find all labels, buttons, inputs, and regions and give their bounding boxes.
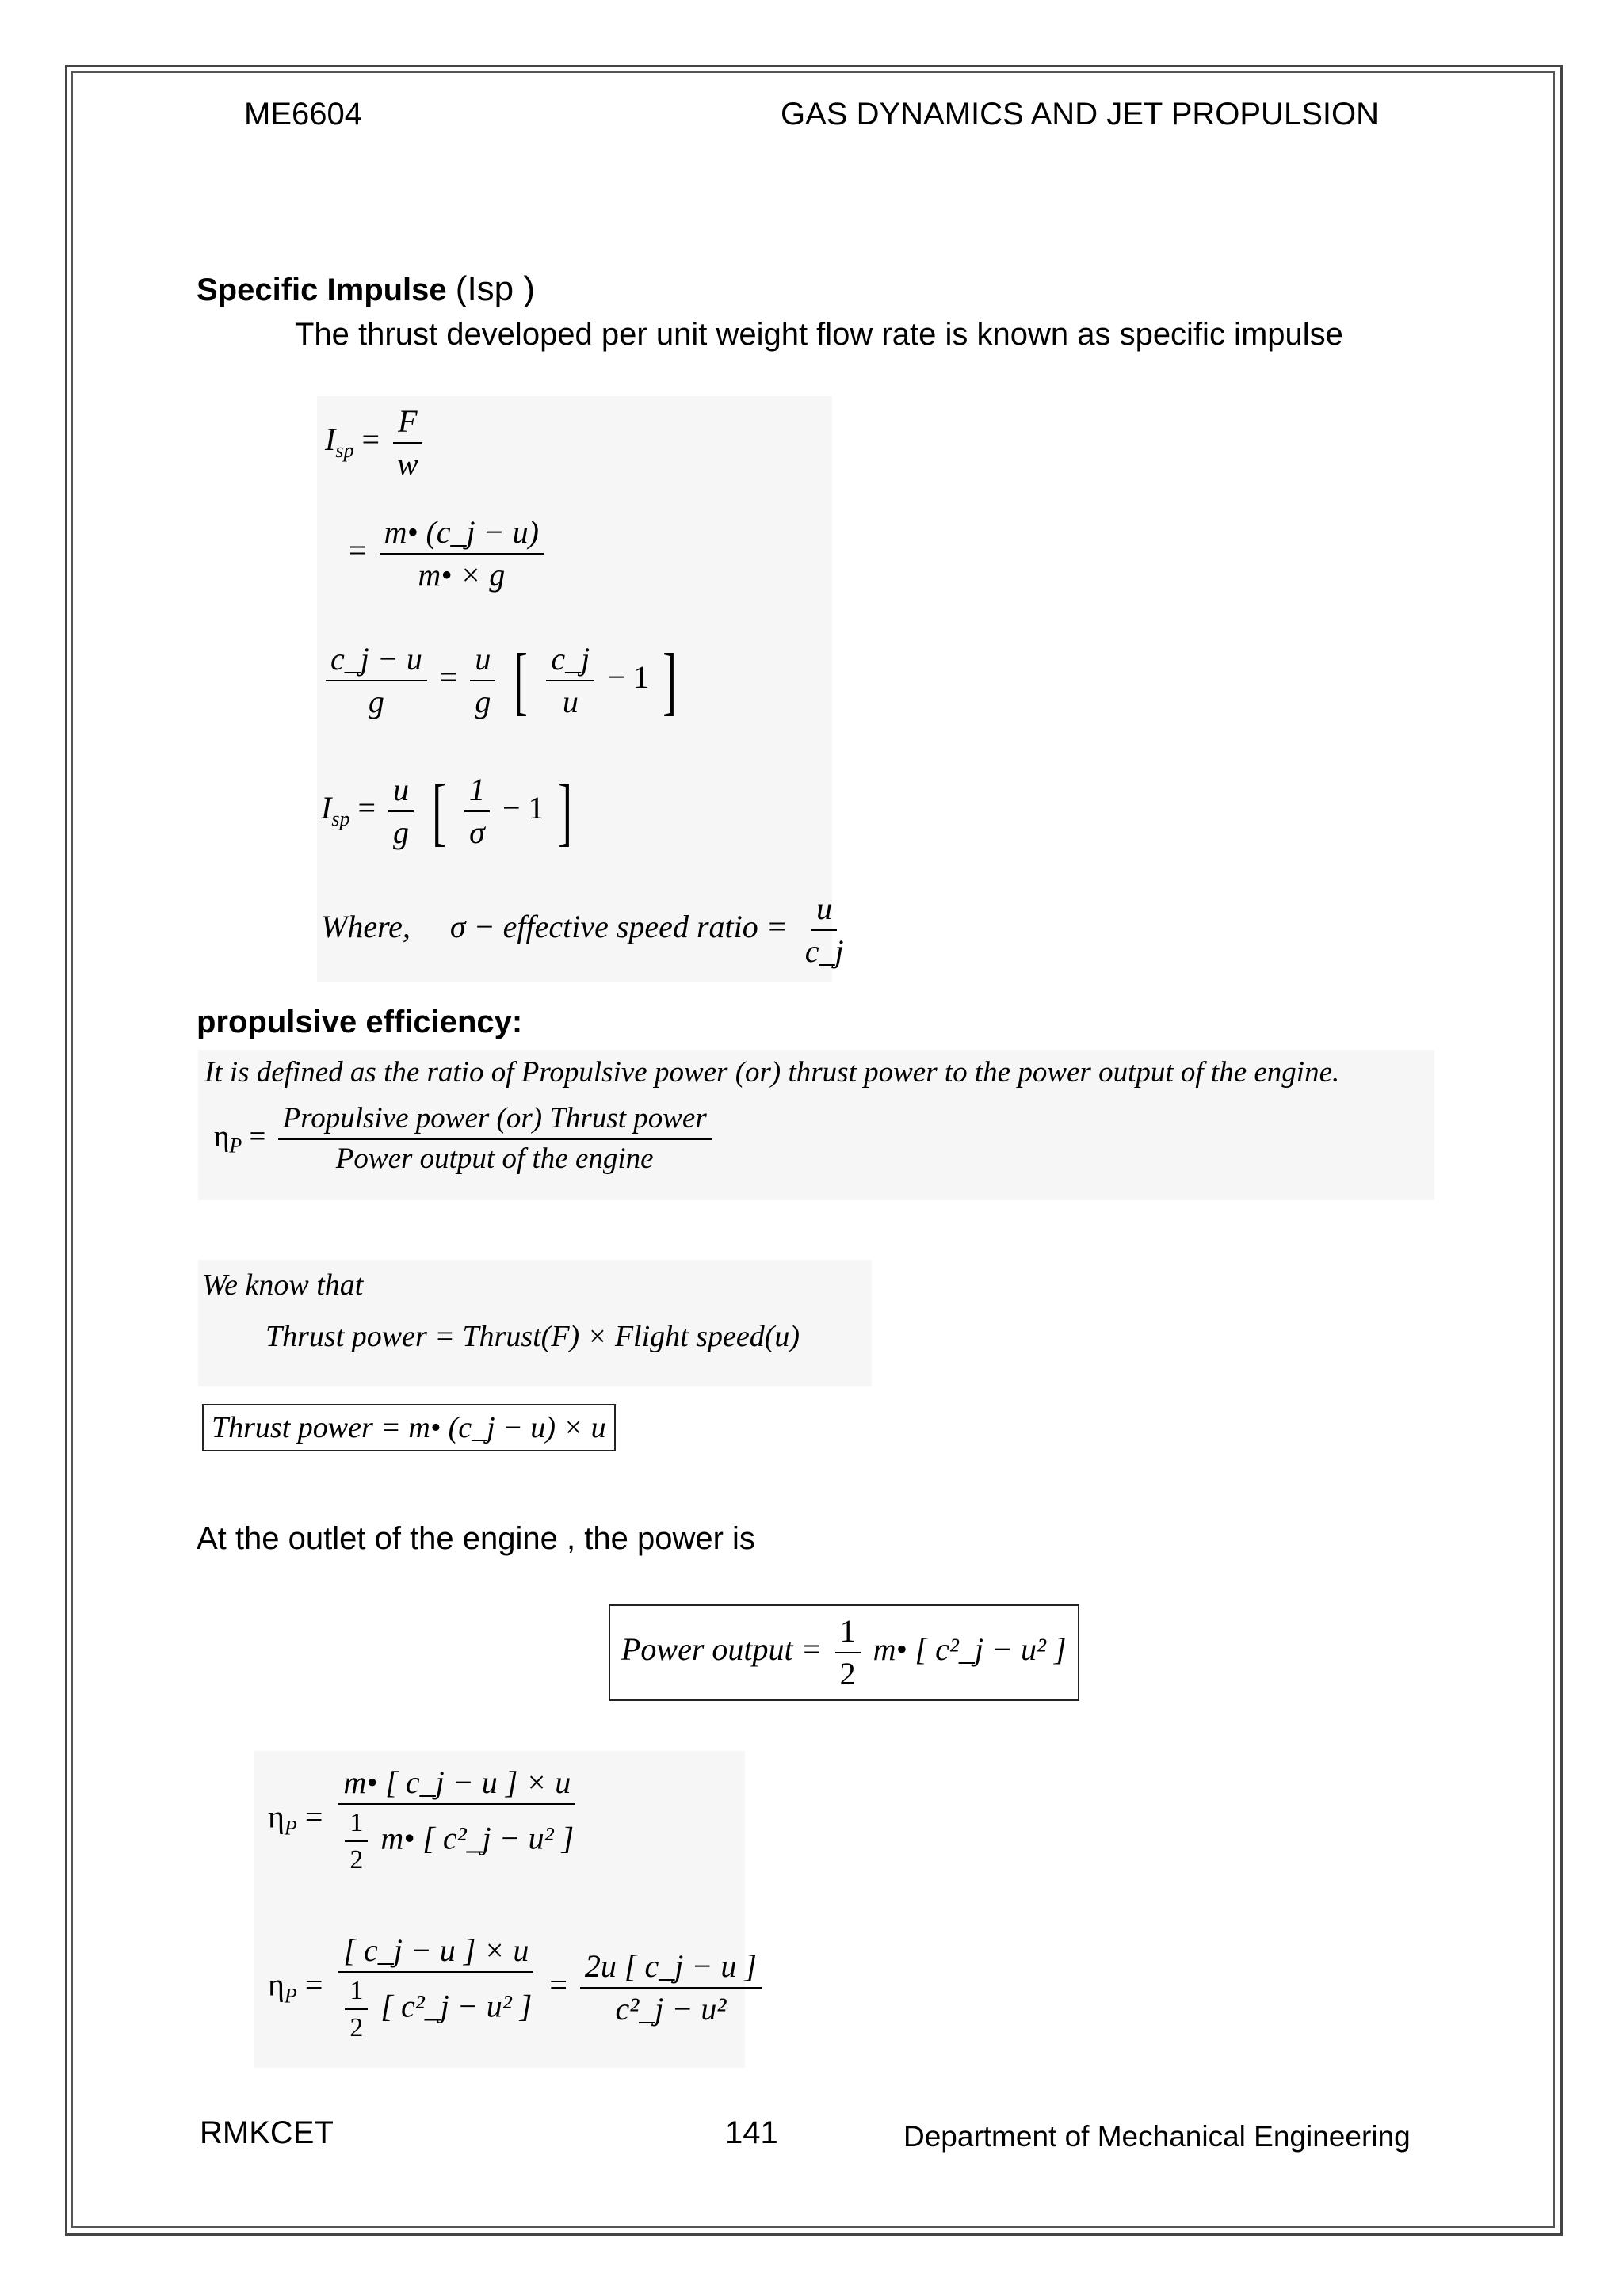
propulsive-efficiency-heading: propulsive efficiency: bbox=[197, 1005, 523, 1039]
equation-eta-p-final: $\eta_P$ = [ c_j − u ] × u $\frac{1}{2}$ [ c²_j − u² ] = $\frac{2u [ c\_j - u ]}{\text{c²\_j − u²}}$ bbox=[268, 1933, 766, 2043]
specific-impulse-title: Specific Impulse bbox=[197, 273, 447, 307]
equation-isp-mass-flow: = $\frac{m• (c\_j - u)}{m• \times g}$ bbox=[349, 515, 548, 593]
header-course-title: GAS DYNAMICS AND JET PROPULSION bbox=[781, 97, 1379, 132]
we-know-that-label: We know that bbox=[202, 1268, 364, 1302]
equation-power-output-boxed: Power output = $\frac{1}{2}$ m• [ c²_j − u² ] bbox=[609, 1604, 1079, 1701]
equation-isp-definition: $I_{sp}$ = $\frac{F}{w}$ bbox=[325, 404, 428, 482]
equation-thrust-power-general: Thrust power = Thrust(F) × Flight speed(u) bbox=[265, 1320, 800, 1353]
equation-sigma-definition: Where, σ − effective speed ratio = $\frac{u}{c\_j}$ bbox=[321, 891, 844, 969]
footer-institution: RMKCET bbox=[200, 2115, 334, 2150]
specific-impulse-symbol: (Isp ) bbox=[455, 269, 536, 308]
outlet-power-text: At the outlet of the engine , the power is bbox=[197, 1521, 755, 1556]
equation-isp-speed-form: $\frac{c\_j - u}{g}$ = $\frac{u}{g}$ [ $\frac{c\_j}{u}$ − 1 ] bbox=[321, 642, 682, 719]
equation-eta-p-definition: $\eta_P$ = $\frac{\text{Propulsive power (or) Thrust power}}{\text{Power output of the engine}}$ bbox=[214, 1103, 716, 1175]
header-course-code: ME6604 bbox=[244, 97, 362, 132]
specific-impulse-heading bbox=[197, 269, 535, 309]
equation-eta-p-mass-form: $\eta_P$ = m• [ c_j − u ] × u $\frac{1}{2}$ m• [ c²_j − u² ] bbox=[268, 1764, 575, 1875]
equation-isp-sigma-form: $I_{sp}$ = $\frac{u}{g}$ [ $\frac{1}{\sigma}$ − 1 ] bbox=[321, 768, 572, 853]
specific-impulse-intro: The thrust developed per unit weight flow rate is known as specific impulse bbox=[295, 317, 1343, 352]
footer-department: Department of Mechanical Engineering bbox=[903, 2120, 1411, 2153]
footer-page-number: 141 bbox=[725, 2115, 778, 2150]
equation-thrust-power-boxed: Thrust power = m• (c_j − u) × u bbox=[202, 1404, 616, 1451]
propulsive-efficiency-definition: It is defined as the ratio of Propulsive power (or) thrust power to the power output of the engine. bbox=[204, 1056, 1340, 1089]
